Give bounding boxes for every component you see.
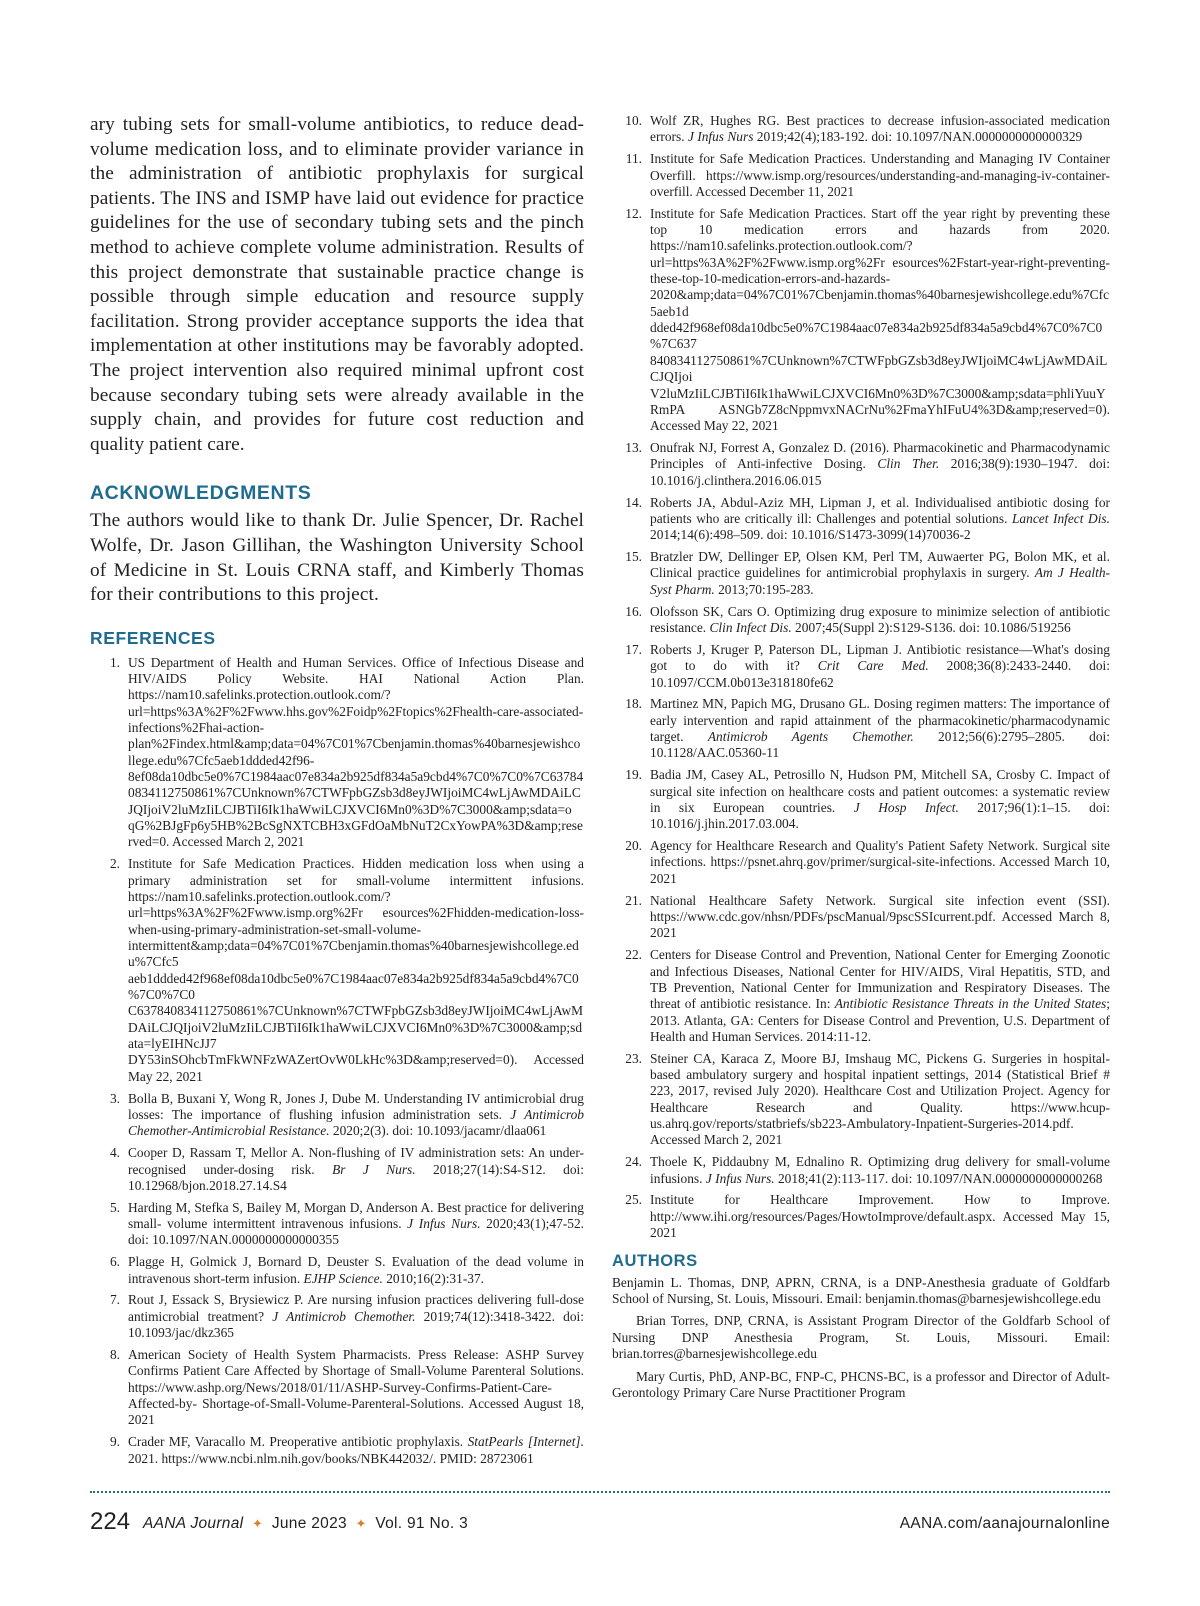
references-list-left xyxy=(90,655,584,1467)
reference-item xyxy=(612,1154,1110,1187)
reference-number: 3. xyxy=(109,1090,120,1106)
reference-journal-title: J Hosp Infect. xyxy=(853,799,959,815)
acknowledgments-heading: ACKNOWLEDGMENTS xyxy=(90,482,312,505)
reference-text-segment: 2007;45(Suppl 2):S129-S136. doi: 10.1086/519256 xyxy=(791,619,1071,635)
reference-text xyxy=(650,495,1110,544)
reference-number: 24. xyxy=(625,1154,642,1170)
reference-item xyxy=(90,655,584,851)
reference-text-segment: National Healthcare Safety Network. Surgical site infection event (SSI). https://www.cdc.gov/nhsn/PDFs/pscManual/9pscSSIcurrent.pdf. Accessed March 8, 2021 xyxy=(650,892,1110,941)
reference-text xyxy=(128,1292,584,1341)
reference-text-segment: 2018;27(14):S4-S12. doi: 10.12968/bjon.2018.27.14.S4 xyxy=(128,1161,584,1193)
reference-item xyxy=(612,1192,1110,1241)
reference-text xyxy=(650,696,1110,761)
reference-text xyxy=(650,440,1110,489)
reference-number: 4. xyxy=(109,1145,120,1161)
reference-journal-title: J Antimicrob Chemother. xyxy=(272,1308,416,1324)
reference-number: 14. xyxy=(625,494,642,510)
reference-text xyxy=(650,206,1110,435)
reference-journal-title: J Antimicrob Chemother-Antimicrobial Resistance. xyxy=(128,1106,584,1139)
reference-number: 21. xyxy=(625,892,642,908)
reference-journal-title: EJHP Science. xyxy=(303,1270,383,1286)
reference-text-segment: Roberts J, Kruger P, Paterson DL, Lipman J. Antibiotic resistance—What's dosing got to do with it? xyxy=(650,641,1110,674)
reference-text-segment: 2010;16(2):31-37. xyxy=(382,1270,485,1286)
reference-text-segment: Olofsson SK, Cars O. Optimizing drug exposure to minimize selection of antibiotic resistance. xyxy=(650,603,1110,635)
reference-text xyxy=(650,1051,1110,1149)
reference-item xyxy=(90,1200,584,1249)
reference-text xyxy=(650,1192,1110,1241)
reference-number: 16. xyxy=(625,603,642,619)
reference-item xyxy=(612,767,1110,832)
reference-number: 19. xyxy=(625,767,642,783)
reference-text-segment: 2019;42(4);183-192. doi: 10.1097/NAN.0000000000000329 xyxy=(753,129,1083,145)
reference-number: 13. xyxy=(625,440,642,456)
reference-text-segment: Institute for Safe Medication Practices. Understanding and Managing IV Container Overfill. https://www.ismp.org/resources/understanding-and-managing-iv-container-overfill. Accessed December 11, 2021 xyxy=(650,151,1110,199)
reference-text-segment: 2008;36(8):2433-2440. doi: 10.1097/CCM.0b013e318180fe62 xyxy=(650,658,1110,690)
reference-text xyxy=(650,767,1110,832)
journal-name: AANA Journal xyxy=(143,1515,244,1532)
issue-date: June 2023 xyxy=(271,1515,347,1532)
reference-item xyxy=(612,151,1110,200)
reference-number: 6. xyxy=(109,1254,120,1270)
reference-item xyxy=(612,1051,1110,1149)
reference-text xyxy=(128,1254,584,1287)
reference-number: 15. xyxy=(625,549,642,565)
issue-number: No. 3 xyxy=(429,1515,469,1532)
reference-text-segment: Plagge H, Golmick J, Bornard D, Deuster S. Evaluation of the dead volume in intravenous short-term infusion. xyxy=(128,1254,584,1286)
reference-item xyxy=(612,838,1110,887)
reference-text-segment: 2021. https://www.ncbi.nlm.nih.gov/books/NBK442032/. PMID: 28723061 xyxy=(128,1450,534,1466)
reference-journal-title: Br J Nurs. xyxy=(332,1161,416,1177)
references-list-right xyxy=(612,113,1110,1242)
reference-item xyxy=(612,947,1110,1045)
journal-citation xyxy=(143,1515,468,1533)
reference-text-segment: Centers for Disease Control and Prevention, National Center for Emerging Zoonotic and Infectious Diseases, National Center for HIV/AIDS, Viral Hepatitis, STD, and TB Prevention, National Center for Immunization and Respiratory Diseases. The threat of antibiotic resistance. In: xyxy=(650,947,1110,1012)
author-bio: Benjamin L. Thomas, DNP, APRN, CRNA, is a DNP-Anesthesia graduate of Goldfarb School of Nursing, St. Louis, Missouri. Email: benjamin.thomas@barnesjewishcollege.edu xyxy=(612,1274,1110,1306)
reference-journal-title: J Infus Nurs. xyxy=(705,1170,775,1186)
reference-text-segment: Roberts JA, Abdul-Aziz MH, Lipman J, et al. Individualised antibiotic dosing for patients who are critically ill: Challenges and potential solutions. xyxy=(650,494,1110,526)
reference-text-segment: Martinez MN, Papich MG, Drusano GL. Dosing regimen matters: The importance of early intervention and rapid attainment of the pharmacokinetic/pharmacodynamic target. xyxy=(650,696,1110,745)
intro-paragraph: ary tubing sets for small-volume antibiotics, to reduce dead-volume medication loss, and to eliminate provider variance in the administration of antibiotic prophylaxis for surgical patients. The INS and ISMP have laid out evidence for practice guidelines for the use of secondary tubing sets and the pinch method to achieve complete volume administration. Results of this project demonstrate that sustainable practice change is possible through simple education and resource supply facilitation. Strong provider acceptance supports the idea that implementation at other institutions may be favorably adopted. The project intervention also required minimal upfront cost because secondary tubing sets were already available in the supply chain, and provides for future cost reduction and quality patient care. xyxy=(90,114,584,455)
right-column xyxy=(612,113,1110,1407)
reference-text-segment: American Society of Health System Pharmacists. Press Release: ASHP Survey Confirms Patient Care Affected by Shortage of Small-Volume Parenteral Solutions. https://www.ashp.org/News/2018/01/11/ASHP-Survey-Confirms-Patient-Care-Affected-by- Shortage-of-Small-Volume-Parenteral-Solutions. Accessed August 18, 2021 xyxy=(128,1346,584,1428)
reference-item xyxy=(90,1254,584,1287)
reference-text-segment: US Department of Health and Human Services. Office of Infectious Disease and HIV/AIDS Policy Website. HAI National Action Plan. https://nam10.safelinks.protection.outlook.com/?url=https%3A%2F%2Fwww.hhs.gov%2Foidp%2Ftopics%2Fhealth-care-associated-infections%2Fhai-action-plan%2Findex.html&amp;data=04%7C01%7Cbenjamin.thomas%40barnesjewishcollege.edu%7Cfc5aeb1ddded42f96-8ef08da10dbc5e0%7C1984aac07e834a2b925df834a5a9cbd4%7C0%7C0%7C637840834112750861%7CUnknown%7CTWFpbGZsb3d8eyJWIjoiMC4wLjAwMDAiLCJQIjoiV2luMzIiLCJBTiI6Ik1haWwiLCJXVCI6Mn0%3D%7C3000&amp;sdata=o qG%2BJgFp6y5HB%2BcSgNXTCBH3xGFdOaMbNuT2CxYowPA%3D&amp;reserved=0. Accessed March 2, 2021 xyxy=(128,654,584,850)
reference-journal-title: Antimicrob Agents Chemother. xyxy=(707,729,914,745)
reference-number: 9. xyxy=(109,1434,120,1450)
reference-item xyxy=(612,549,1110,598)
reference-number: 10. xyxy=(625,113,642,128)
reference-item xyxy=(612,206,1110,435)
page-number: 224 xyxy=(90,1508,131,1535)
reference-text-segment: Bolla B, Buxani Y, Wong R, Jones J, Dube M. Understanding IV antimicrobial drug losses: The importance of flushing infusion administration sets. xyxy=(128,1090,584,1122)
reference-number: 12. xyxy=(625,205,642,221)
reference-text xyxy=(650,1154,1110,1187)
reference-item xyxy=(612,696,1110,761)
reference-item xyxy=(90,856,584,1085)
reference-text-segment: Thoele K, Piddaubny M, Ednalino R. Optimizing drug delivery for small-volume infusions. xyxy=(650,1154,1110,1186)
reference-text-segment: Onufrak NJ, Forrest A, Gonzalez D. (2016). Pharmacokinetic and Pharmacodynamic Principles of Anti-infective Dosing. xyxy=(650,440,1110,472)
reference-number: 20. xyxy=(625,838,642,854)
reference-text xyxy=(650,838,1110,887)
journal-website-link[interactable]: AANA.com/aanajournalonline xyxy=(899,1515,1110,1532)
reference-journal-title: Am J Health-Syst Pharm. xyxy=(650,565,1110,597)
references-heading: REFERENCES xyxy=(90,627,216,648)
reference-text xyxy=(128,1145,584,1194)
reference-text xyxy=(128,1200,584,1249)
reference-item xyxy=(90,1145,584,1194)
page-footer xyxy=(90,1508,1110,1544)
reference-text xyxy=(650,113,1110,146)
reference-text-segment: 2017;96(1):1–15. doi: 10.1016/j.jhin.2017.03.004. xyxy=(650,799,1110,832)
volume: Vol. 91 xyxy=(375,1515,425,1532)
reference-text xyxy=(128,1347,584,1429)
reference-text-segment: ; 2013. Atlanta, GA: Centers for Disease Control and Prevention, U.S. Department of Health and Human Services. 2014:11-12. xyxy=(650,996,1111,1044)
reference-text-segment: Institute for Healthcare Improvement. How to Improve. http://www.ihi.org/resources/Pages/HowtoImprove/default.aspx. Accessed May 15, 2021 xyxy=(650,1192,1110,1241)
reference-number: 23. xyxy=(625,1050,642,1066)
reference-text-segment: Cooper D, Rassam T, Mellor A. Non-flushing of IV administration sets: An under- recognised under-dosing risk. xyxy=(128,1145,584,1177)
reference-number: 1. xyxy=(109,654,120,670)
reference-text xyxy=(128,1091,584,1140)
reference-text xyxy=(650,604,1110,637)
reference-item xyxy=(90,1091,584,1140)
reference-journal-title: Crit Care Med. xyxy=(817,658,929,674)
reference-journal-title: J Infus Nurs. xyxy=(407,1216,481,1232)
author-bio: Mary Curtis, PhD, ANP-BC, FNP-C, PHCNS-BC, is a professor and Director of Adult-Gerontology Primary Care Nurse Practitioner Program xyxy=(612,1368,1110,1400)
reference-item xyxy=(612,604,1110,637)
reference-item xyxy=(612,893,1110,942)
reference-text-segment: Wolf ZR, Hughes RG. Best practices to decrease infusion-associated medication errors. xyxy=(650,113,1110,145)
diamond-separator-icon: ✦ xyxy=(252,1516,264,1531)
reference-text xyxy=(650,947,1110,1045)
reference-item xyxy=(90,1292,584,1341)
reference-text-segment: 2020;2(3). doi: 10.1093/jacamr/dlaa061 xyxy=(329,1123,547,1139)
reference-text-segment: 2018;41(2):113-117. doi: 10.1097/NAN.0000000000000268 xyxy=(774,1170,1103,1186)
reference-text-segment: 2016;38(9):1930–1947. doi: 10.1016/j.clinthera.2016.06.015 xyxy=(650,456,1110,488)
footer-divider xyxy=(90,1491,1110,1493)
left-column xyxy=(90,113,584,1472)
reference-number: 25. xyxy=(625,1192,642,1208)
reference-journal-title: Antibiotic Resistance Threats in the United States xyxy=(834,996,1107,1012)
reference-number: 7. xyxy=(109,1292,120,1308)
reference-text xyxy=(650,151,1110,200)
reference-journal-title: Clin Infect Dis. xyxy=(709,619,792,635)
author-bio: Brian Torres, DNP, CRNA, is Assistant Program Director of the Goldfarb School of Nursing DNP Anesthesia Program, St. Louis, Missouri. Email: brian.torres@barnesjewishcollege.edu xyxy=(612,1313,1110,1362)
reference-text xyxy=(128,856,584,1085)
reference-text-segment: Badia JM, Casey AL, Petrosillo N, Hudson PM, Mitchell SA, Crosby C. Impact of surgical site infection on healthcare costs and patient outcomes: a systematic review in six European countries. xyxy=(650,767,1110,815)
reference-text-segment: Steiner CA, Karaca Z, Moore BJ, Imshaug MC, Pickens G. Surgeries in hospital-based ambulatory surgery and hospital inpatient settings, 2014 (Statistical Brief # 223, 2017, revised July 2020). Healthcare Cost and Utilization Project. Agency for Healthcare Research and Quality. https://www.hcup-us.ahrq.gov/reports/statbriefs/sb223-Ambulatory-Inpatient-Surgeries-2014.pdf. Accessed March 2, 2021 xyxy=(650,1050,1110,1148)
reference-text-segment: 2019;74(12):3418-3422. doi: 10.1093/jac/dkz365 xyxy=(128,1308,584,1341)
reference-text-segment: Rout J, Essack S, Brysiewicz P. Are nursing infusion practices delivering full-dose antimicrobial treatment? xyxy=(128,1292,584,1324)
reference-text-segment: Institute for Safe Medication Practices. Hidden medication loss when using a primary administration set for small-volume intermittent infusions. https://nam10.safelinks.protection.outlook.com/?url=https%3A%2F%2Fwww.ismp.org%2Fr esources%2Fhidden-medication-loss-when-using-primary-administration-set-small-volume- intermittent&amp;data=04%7C01%7Cbenjamin.thomas%40barnesjewishcollege.edu%7Cfc5 aeb1ddded42f968ef08da10dbc5e0%7C1984aac07e834a2b925df834a5a9cbd4%7C0%7C0%7C0 C637840834112750861%7CUnknown%7CTWFpbGZsb3d8eyJWIjoiMC4wLjAwMDAiLCJQIjoiV2luMzIiLCJBTiI6Ik1haWwiLCJXVCI6Mn0%3D%7C3000&amp;sdata=lyEIHNcJJ7 DY53inSOhcbTmFkWNFzWAZertOvW0LkHc%3D&amp;reserved=0). Accessed May 22, 2021 xyxy=(128,856,584,1084)
authors-heading: AUTHORS xyxy=(612,1251,698,1270)
reference-number: 2. xyxy=(109,856,120,872)
reference-text xyxy=(128,655,584,851)
reference-journal-title: Lancet Infect Dis. xyxy=(1011,510,1110,526)
reference-journal-title: J Infus Nurs xyxy=(687,129,754,145)
reference-text xyxy=(128,1434,584,1467)
reference-number: 8. xyxy=(109,1346,120,1362)
reference-item xyxy=(612,642,1110,691)
reference-number: 5. xyxy=(109,1199,120,1215)
reference-journal-title: Clin Ther. xyxy=(877,456,940,472)
reference-number: 11. xyxy=(625,151,642,167)
reference-journal-title: StatPearls [Internet]. xyxy=(467,1434,584,1450)
reference-text-segment: 2014;14(6):498–509. doi: 10.1016/S1473-3099(14)70036-2 xyxy=(650,527,971,543)
reference-text-segment: Institute for Safe Medication Practices. Start off the year right by preventing these top 10 medication errors and hazards from 2020. https://nam10.safelinks.protection.outlook.com/?url=https%3A%2F%2Fwww.ismp.org%2Fr esources%2Fstart-year-right-preventing-these-top-10-medication-errors-and-hazards- 2020&amp;data=04%7C01%7Cbenjamin.thomas%40barnesjewishcollege.edu%7Cfc5aeb1d dded42f968ef08da10dbc5e0%7C1984aac07e834a2b925df834a5a9cbd4%7C0%7C0%7C637 840834112750861%7CUnknown%7CTWFpbGZsb3d8eyJWIjoiMC4wLjAwMDAiLCJQIjoi V2luMzIiLCJBTiI6Ik1haWwiLCJXVCI6Mn0%3D%7C3000&amp;sdata=phliYuuYRmPA ASNGb7Z8cNppmvxNACrNu%2FmaYhIFuU4%3D&amp;reserved=0). Accessed May 22, 2021 xyxy=(650,205,1110,434)
reference-text-segment: Harding M, Stefka S, Bailey M, Morgan D, Anderson A. Best practice for delivering small- volume intermittent intravenous infusions. xyxy=(128,1199,584,1232)
reference-text-segment: Crader MF, Varacallo M. Preoperative antibiotic prophylaxis. xyxy=(128,1434,468,1450)
reference-text-segment: 2013;70:195-283. xyxy=(714,581,814,597)
reference-text xyxy=(650,549,1110,598)
reference-item xyxy=(90,1347,584,1429)
diamond-separator-icon: ✦ xyxy=(355,1516,367,1531)
reference-item xyxy=(90,1434,584,1467)
reference-number: 18. xyxy=(625,696,642,712)
reference-number: 17. xyxy=(625,641,642,657)
reference-number: 22. xyxy=(625,947,642,963)
acknowledgments-text: The authors would like to thank Dr. Julie Spencer, Dr. Rachel Wolfe, Dr. Jason Gillihan, the Washington University School of Medicine in St. Louis CRNA staff, and Kimberly Thomas for their contributions to this project. xyxy=(90,510,584,606)
reference-text-segment: Bratzler DW, Dellinger EP, Olsen KM, Perl TM, Auwaerter PG, Bolon MK, et al. Clinical practice guidelines for antimicrobial prophylaxis in surgery. xyxy=(650,549,1110,581)
reference-item xyxy=(612,495,1110,544)
reference-text-segment: Agency for Healthcare Research and Quality's Patient Safety Network. Surgical site infections. https://psnet.ahrq.gov/primer/surgical-site-infections. Accessed March 10, 2021 xyxy=(650,838,1110,886)
reference-text xyxy=(650,642,1110,691)
reference-item xyxy=(612,113,1110,146)
reference-text xyxy=(650,893,1110,942)
reference-text-segment: 2020;43(1);47-52. doi: 10.1097/NAN.0000000000000355 xyxy=(128,1216,584,1248)
reference-text-segment: 2012;56(6):2795–2805. doi: 10.1128/AAC.05360-11 xyxy=(650,729,1110,761)
reference-item xyxy=(612,440,1110,489)
